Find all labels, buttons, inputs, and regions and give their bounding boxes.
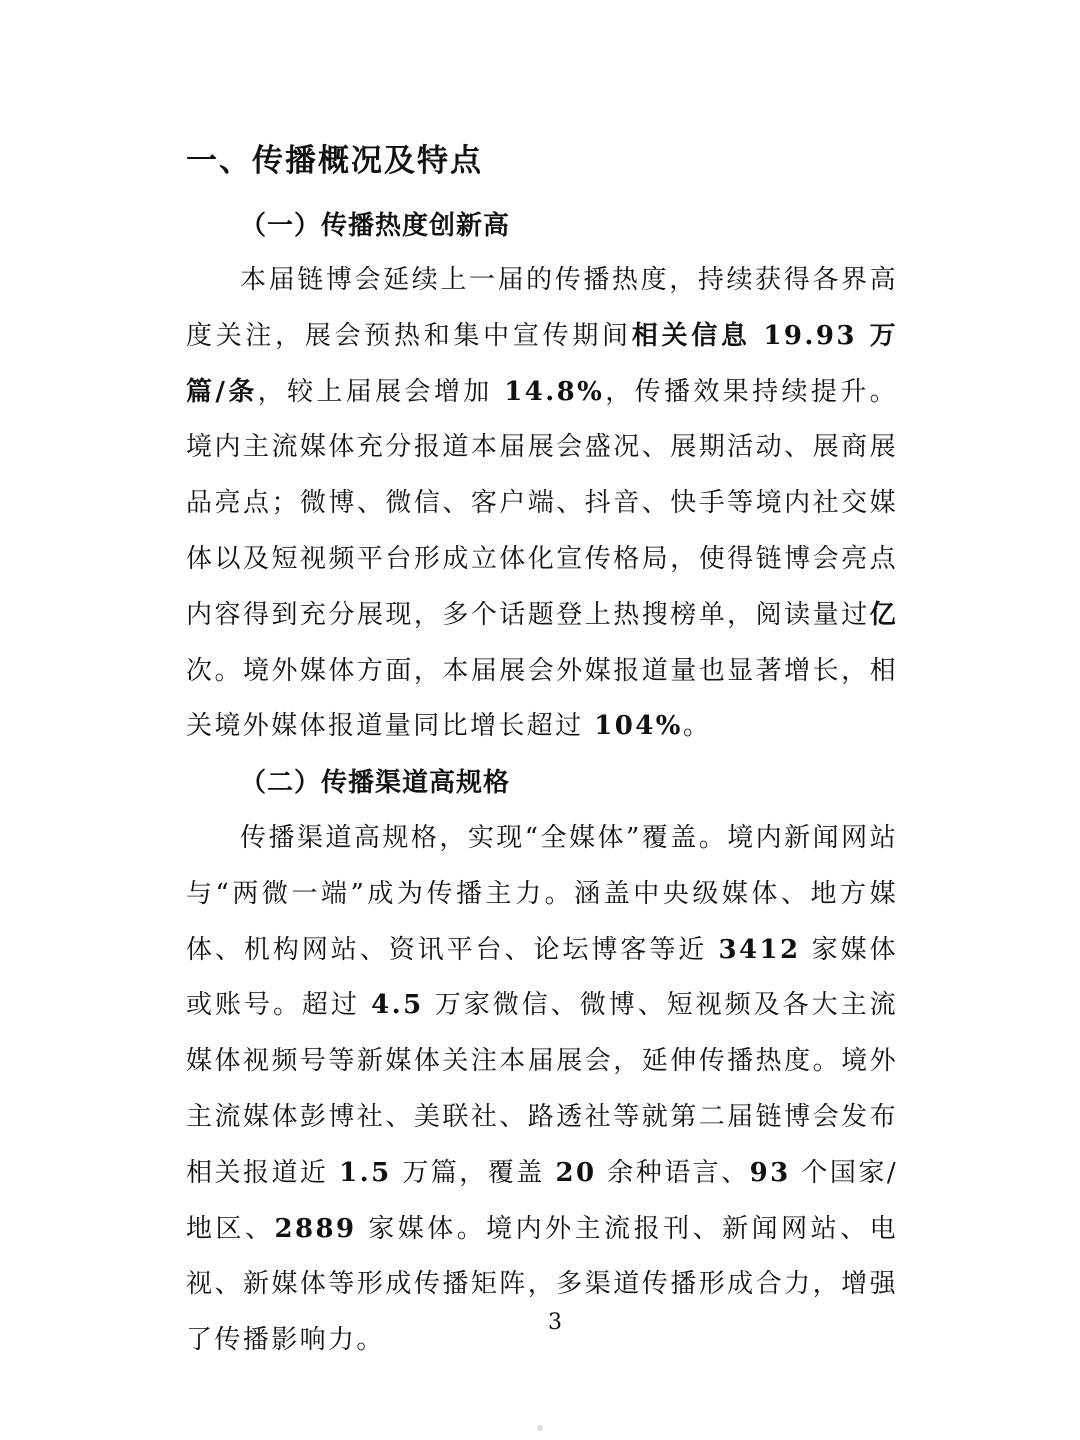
subsection-title-1: （一）传播热度创新高 <box>240 211 511 241</box>
bold-figure: 14.8% <box>504 376 605 407</box>
bold-figure: 104% <box>594 711 683 742</box>
subsection-title-2: （二）传播渠道高规格 <box>240 768 511 798</box>
bold-figure: 93 <box>749 1157 791 1188</box>
bold-figure: 3412 <box>718 934 801 965</box>
scroll-indicator-dot <box>537 1425 543 1431</box>
paragraph-1 <box>186 253 898 755</box>
text-run: 万篇，覆盖 <box>391 1157 556 1188</box>
text-run: 家媒体。境内外主流报刊、新闻网站、电视、新媒体等形成传播矩阵，多渠道传播形成合力，增强了传播影响力。 <box>186 1213 898 1356</box>
text-run: 个国家/地区、 <box>186 1157 898 1244</box>
text-run: ，传播效果持续提升。境内主流媒体充分报道本届展会盛况、展期活动、展商展品亮点；微博、微信、客户端、抖音、快手等境内社交媒体以及短视频平台形成立体化宣传格局，使得链博会亮点内容得到充分展现，多个话题登上热搜榜单，阅读量过 <box>186 376 898 630</box>
bold-figure: 1.5 <box>339 1157 392 1188</box>
section-heading: 一、传播概况及特点 <box>186 143 483 179</box>
text-run: 家媒体或账号。超过 <box>186 934 898 1021</box>
text-run: 余种语言、 <box>596 1157 750 1188</box>
text-run: 传播渠道高规格，实现“全媒体”覆盖。境内新闻网站与“两微一端”成为传播主力。涵盖中央级媒体、地方媒体、机构网站、资讯平台、论坛博客等近 <box>186 823 898 965</box>
text-run: 万家微信、微博、短视频及各大主流媒体视频号等新媒体关注本届展会，延伸传播热度。境外主流媒体彭博社、美联社、路透社等就第二届链博会发布相关报道近 <box>186 990 898 1188</box>
text-run: 次。境外媒体方面，本届展会外媒报道量也显著增长，相关境外媒体报道量同比增长超过 <box>186 655 898 742</box>
text-run: ，较上届展会增加 <box>257 376 505 407</box>
text-run: 。 <box>682 711 712 742</box>
bold-figure: 相关信息 19.93 万篇/条 <box>186 320 898 407</box>
text-run: 本届链博会延续上一届的传播热度，持续获得各界高度关注，展会预热和集中宣传期间 <box>186 265 898 351</box>
paragraph-2 <box>186 811 898 1369</box>
bold-figure: 亿 <box>869 599 898 630</box>
page-number: 3 <box>548 1310 562 1335</box>
bold-figure: 2889 <box>274 1213 357 1244</box>
bold-figure: 4.5 <box>371 990 424 1021</box>
bold-figure: 20 <box>555 1157 597 1188</box>
